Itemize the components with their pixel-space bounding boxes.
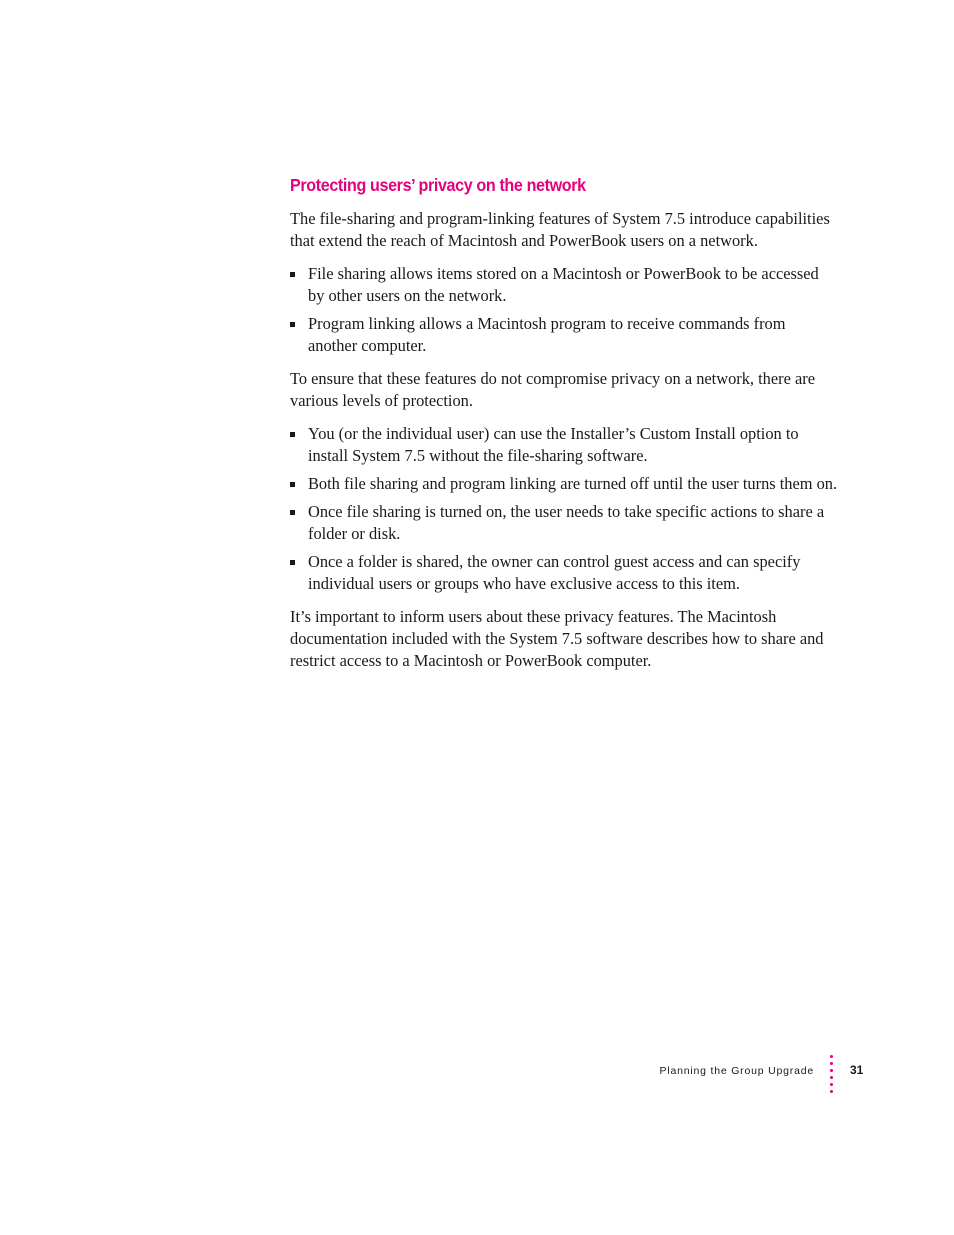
- closing-paragraph: It’s important to inform users about these privacy features. The Macintosh documentation included with the System 7.5 software describes how to share and restrict access to a Macintosh or PowerBook computer.: [290, 607, 824, 670]
- list-item: [290, 313, 838, 357]
- intro-paragraph: The file-sharing and program-linking features of System 7.5 introduce capabilities that extend the reach of Macintosh and PowerBook users on a network.: [290, 209, 830, 250]
- dotted-rule-icon: [830, 1055, 834, 1093]
- square-bullet-icon: [290, 322, 295, 327]
- list-item-text: File sharing allows items stored on a Macintosh or PowerBook to be accessed by other users on the network.: [308, 264, 819, 305]
- list-item: [290, 501, 838, 545]
- square-bullet-icon: [290, 560, 295, 565]
- list-item: [290, 423, 838, 467]
- section-heading: Protecting users’ privacy on the network: [290, 175, 586, 195]
- list-item: [290, 263, 838, 307]
- list-item-text: You (or the individual user) can use the Installer’s Custom Install option to install System 7.5 without the file-sharing software.: [308, 424, 799, 465]
- feature-list: [290, 263, 838, 357]
- list-item: [290, 473, 838, 495]
- square-bullet-icon: [290, 482, 295, 487]
- protection-list: [290, 423, 838, 595]
- square-bullet-icon: [290, 432, 295, 437]
- page-number: 31: [850, 1063, 864, 1077]
- list-item-text: Once a folder is shared, the owner can control guest access and can specify individual users or groups who have exclusive access to this item.: [308, 552, 801, 593]
- list-item: [290, 551, 838, 595]
- list-item-text: Program linking allows a Macintosh program to receive commands from another computer.: [308, 314, 786, 355]
- footer-chapter-title: Planning the Group Upgrade: [659, 1065, 814, 1077]
- square-bullet-icon: [290, 272, 295, 277]
- page-content: [290, 172, 838, 683]
- list-item-text: Both file sharing and program linking are turned off until the user turns them on.: [308, 474, 838, 493]
- square-bullet-icon: [290, 510, 295, 515]
- protection-intro-paragraph: To ensure that these features do not compromise privacy on a network, there are various levels of protection.: [290, 369, 815, 410]
- list-item-text: Once file sharing is turned on, the user needs to take specific actions to share a folder or disk.: [308, 502, 825, 543]
